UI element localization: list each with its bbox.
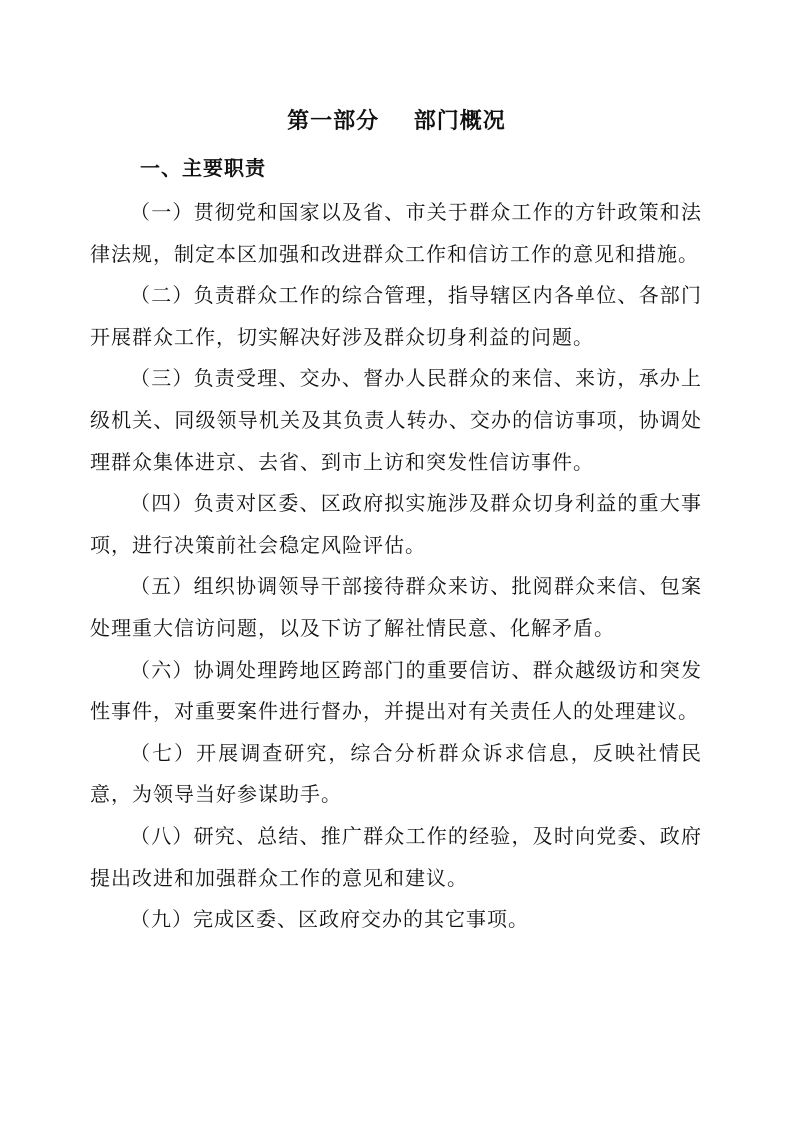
paragraph-duty-9: （九）完成区委、区政府交办的其它事项。: [130, 907, 529, 932]
paragraph-duty-3: （三）负责受理、交办、督办人民群众的来信、来访，承办上级机关、同级领导机关及其负责人转办、交办的信访事项，协调处理群众集体进京、去省、到市上访和突发性信访事件。: [90, 366, 702, 474]
paragraph-duty-1: （一）贯彻党和国家以及省、市关于群众工作的方针政策和法律法规，制定本区加强和改进群众工作和信访工作的意见和措施。: [90, 200, 702, 266]
section-heading: 一、主要职责: [140, 156, 266, 180]
paragraph-duty-5: （五）组织协调领导干部接待群众来访、批阅群众来信、包案处理重大信访问题，以及下访了解社情民意、化解矛盾。: [90, 574, 702, 640]
paragraph-duty-8: （八）研究、总结、推广群众工作的经验，及时向党委、政府提出改进和加强群众工作的意见和建议。: [90, 823, 702, 890]
page-title: 第一部分 部门概况: [287, 109, 506, 134]
paragraph-duty-7: （七）开展调查研究，综合分析群众诉求信息，反映社情民意，为领导当好参谋助手。: [90, 740, 702, 807]
paragraph-duty-6: （六）协调处理跨地区跨部门的重要信访、群众越级访和突发性事件，对重要案件进行督办，并提出对有关责任人的处理建议。: [90, 657, 702, 724]
document-body: [90, 192, 702, 941]
paragraph-duty-2: （二）负责群众工作的综合管理，指导辖区内各单位、各部门开展群众工作，切实解决好涉及群众切身利益的问题。: [90, 283, 702, 349]
paragraph-duty-4: （四）负责对区委、区政府拟实施涉及群众切身利益的重大事项，进行决策前社会稳定风险评估。: [90, 491, 702, 557]
